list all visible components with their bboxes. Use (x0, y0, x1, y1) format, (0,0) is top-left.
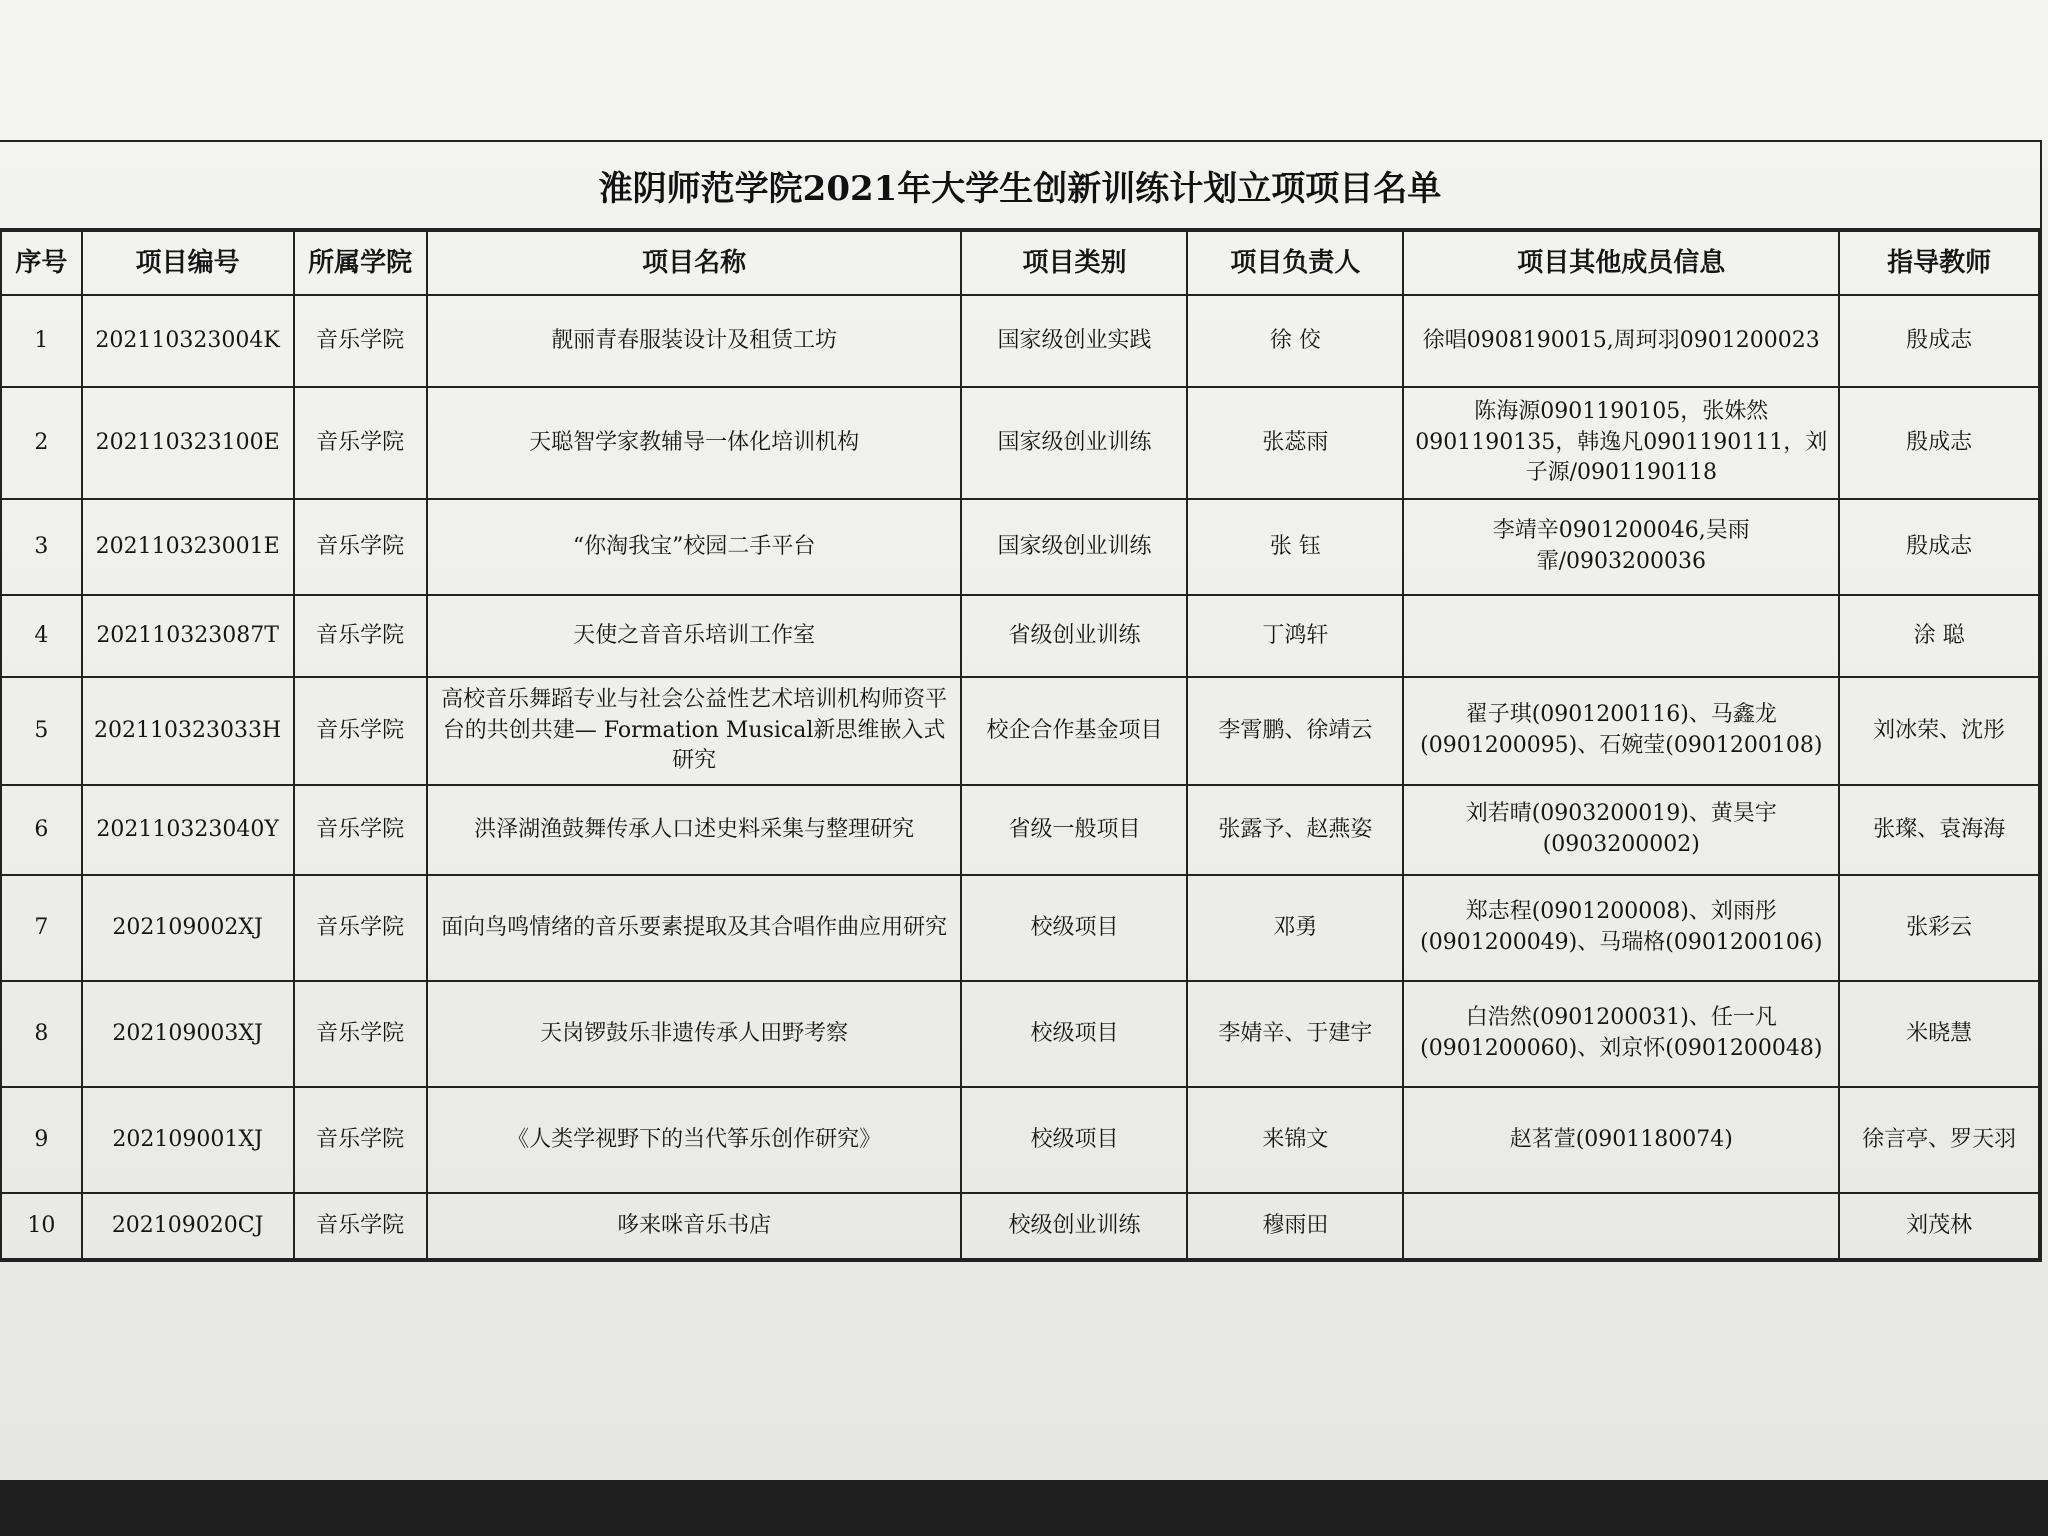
table-row (1, 1193, 2039, 1259)
cell-category: 国家级创业训练 (961, 499, 1187, 595)
cell-category: 校企合作基金项目 (961, 677, 1187, 785)
cell-seq: 8 (1, 981, 82, 1087)
cell-code: 202109003XJ (82, 981, 294, 1087)
cell-school: 音乐学院 (294, 499, 427, 595)
cell-seq: 6 (1, 785, 82, 875)
cell-code: 202109002XJ (82, 875, 294, 981)
cell-seq: 7 (1, 875, 82, 981)
table-row (1, 677, 2039, 785)
table-row (1, 595, 2039, 677)
cell-name: “你淘我宝”校园二手平台 (427, 499, 962, 595)
cell-members: 刘若晴(0903200019)、黄昊宇(0903200002) (1403, 785, 1839, 875)
header-school: 所属学院 (294, 231, 427, 295)
cell-leader: 李霄鹏、徐靖云 (1187, 677, 1403, 785)
cell-seq: 3 (1, 499, 82, 595)
cell-advisor: 涂 聪 (1839, 595, 2039, 677)
cell-school: 音乐学院 (294, 785, 427, 875)
table-row (1, 785, 2039, 875)
cell-advisor: 殷成志 (1839, 387, 2039, 499)
cell-seq: 4 (1, 595, 82, 677)
header-category: 项目类别 (961, 231, 1187, 295)
cell-leader: 李婧辛、于建宇 (1187, 981, 1403, 1087)
cell-name: 高校音乐舞蹈专业与社会公益性艺术培训机构师资平台的共创共建— Formation Musical新思维嵌入式研究 (427, 677, 962, 785)
cell-school: 音乐学院 (294, 981, 427, 1087)
cell-advisor: 刘茂林 (1839, 1193, 2039, 1259)
cell-seq: 10 (1, 1193, 82, 1259)
cell-advisor: 刘冰荣、沈彤 (1839, 677, 2039, 785)
table-row (1, 981, 2039, 1087)
cell-members: 李靖辛0901200046,吴雨霏/0903200036 (1403, 499, 1839, 595)
cell-name: 靓丽青春服装设计及租赁工坊 (427, 295, 962, 387)
cell-members: 翟子琪(0901200116)、马鑫龙(0901200095)、石婉莹(0901200108) (1403, 677, 1839, 785)
cell-members: 赵茗萱(0901180074) (1403, 1087, 1839, 1193)
cell-name: 洪泽湖渔鼓舞传承人口述史料采集与整理研究 (427, 785, 962, 875)
cell-name: 《人类学视野下的当代筝乐创作研究》 (427, 1087, 962, 1193)
header-code: 项目编号 (82, 231, 294, 295)
cell-members (1403, 595, 1839, 677)
cell-category: 国家级创业训练 (961, 387, 1187, 499)
header-seq: 序号 (1, 231, 82, 295)
cell-school: 音乐学院 (294, 295, 427, 387)
cell-leader: 张 钰 (1187, 499, 1403, 595)
cell-members: 陈海源0901190105，张姝然0901190135，韩逸凡0901190111，刘子源/0901190118 (1403, 387, 1839, 499)
project-table (0, 230, 2040, 1260)
header-advisor: 指导教师 (1839, 231, 2039, 295)
cell-members: 郑志程(0901200008)、刘雨彤(0901200049)、马瑞格(0901200106) (1403, 875, 1839, 981)
cell-code: 202110323033H (82, 677, 294, 785)
document-title: 淮阴师范学院2021年大学生创新训练计划立项项目名单 (0, 142, 2040, 230)
header-leader: 项目负责人 (1187, 231, 1403, 295)
cell-name: 天岗锣鼓乐非遗传承人田野考察 (427, 981, 962, 1087)
cell-members (1403, 1193, 1839, 1259)
cell-category: 国家级创业实践 (961, 295, 1187, 387)
cell-advisor: 殷成志 (1839, 499, 2039, 595)
cell-code: 202109020CJ (82, 1193, 294, 1259)
cell-leader: 邓勇 (1187, 875, 1403, 981)
cell-advisor: 张彩云 (1839, 875, 2039, 981)
cell-school: 音乐学院 (294, 875, 427, 981)
cell-code: 202110323100E (82, 387, 294, 499)
cell-seq: 5 (1, 677, 82, 785)
cell-category: 省级一般项目 (961, 785, 1187, 875)
project-list-document (0, 140, 2042, 1262)
header-name: 项目名称 (427, 231, 962, 295)
cell-seq: 2 (1, 387, 82, 499)
table-row (1, 499, 2039, 595)
cell-code: 202109001XJ (82, 1087, 294, 1193)
background-surface (0, 1480, 2048, 1536)
cell-category: 校级创业训练 (961, 1193, 1187, 1259)
cell-category: 省级创业训练 (961, 595, 1187, 677)
table-row (1, 387, 2039, 499)
cell-name: 面向鸟鸣情绪的音乐要素提取及其合唱作曲应用研究 (427, 875, 962, 981)
cell-school: 音乐学院 (294, 595, 427, 677)
cell-category: 校级项目 (961, 981, 1187, 1087)
table-header-row (1, 231, 2039, 295)
cell-name: 天聪智学家教辅导一体化培训机构 (427, 387, 962, 499)
cell-advisor: 张璨、袁海海 (1839, 785, 2039, 875)
cell-school: 音乐学院 (294, 1193, 427, 1259)
cell-advisor: 殷成志 (1839, 295, 2039, 387)
cell-leader: 张露予、赵燕姿 (1187, 785, 1403, 875)
cell-name: 天使之音音乐培训工作室 (427, 595, 962, 677)
table-row (1, 1087, 2039, 1193)
cell-category: 校级项目 (961, 875, 1187, 981)
cell-members: 白浩然(0901200031)、任一凡(0901200060)、刘京怀(0901200048) (1403, 981, 1839, 1087)
cell-leader: 穆雨田 (1187, 1193, 1403, 1259)
cell-advisor: 米晓慧 (1839, 981, 2039, 1087)
cell-school: 音乐学院 (294, 1087, 427, 1193)
cell-category: 校级项目 (961, 1087, 1187, 1193)
cell-seq: 9 (1, 1087, 82, 1193)
table-row (1, 295, 2039, 387)
cell-school: 音乐学院 (294, 677, 427, 785)
cell-code: 202110323040Y (82, 785, 294, 875)
cell-name: 哆来咪音乐书店 (427, 1193, 962, 1259)
cell-leader: 丁鸿轩 (1187, 595, 1403, 677)
table-row (1, 875, 2039, 981)
cell-members: 徐唱0908190015,周珂羽0901200023 (1403, 295, 1839, 387)
cell-leader: 张蕊雨 (1187, 387, 1403, 499)
header-members: 项目其他成员信息 (1403, 231, 1839, 295)
cell-code: 202110323001E (82, 499, 294, 595)
cell-code: 202110323087T (82, 595, 294, 677)
cell-seq: 1 (1, 295, 82, 387)
cell-leader: 来锦文 (1187, 1087, 1403, 1193)
cell-school: 音乐学院 (294, 387, 427, 499)
cell-advisor: 徐言亭、罗天羽 (1839, 1087, 2039, 1193)
cell-code: 202110323004K (82, 295, 294, 387)
cell-leader: 徐 佼 (1187, 295, 1403, 387)
